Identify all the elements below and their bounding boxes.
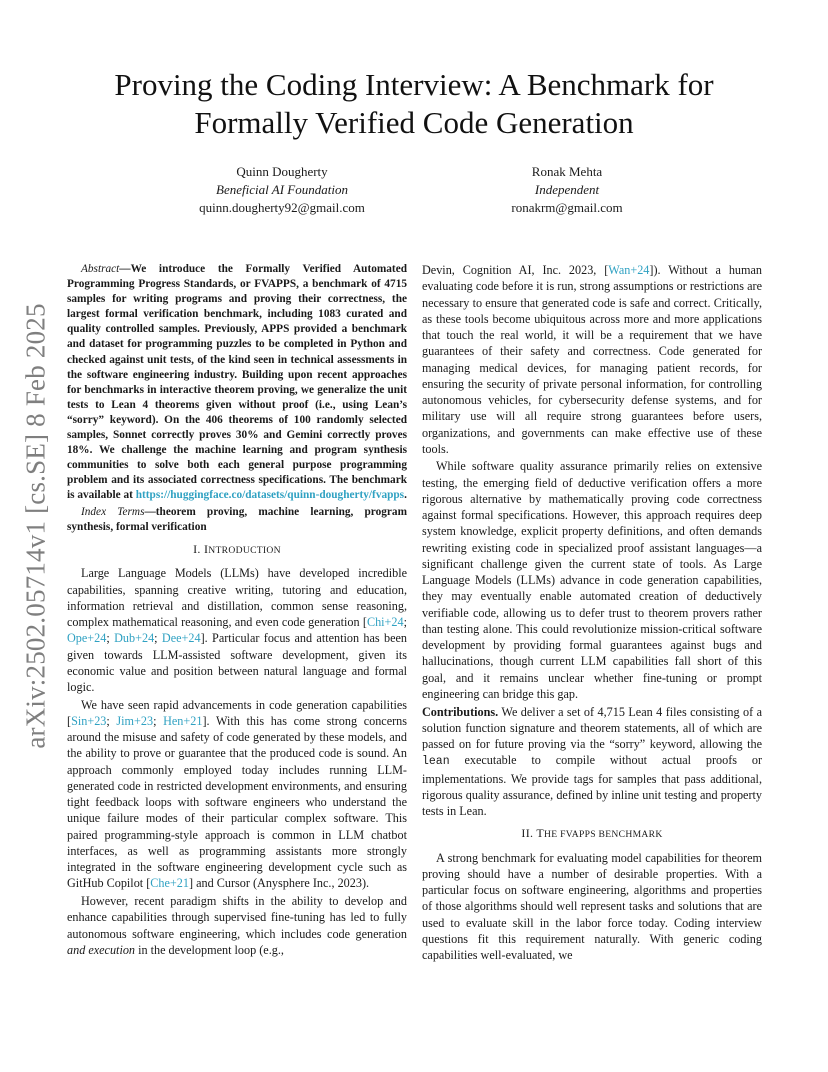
abstract-end: . <box>404 489 407 502</box>
section-title: NTRODUCTION <box>208 545 281 557</box>
author-email: quinn.dougherty92@gmail.com <box>199 200 365 215</box>
contributions-paragraph: Contributions. We deliver a set of 4,715 Lean 4 files consisting of a solution function signature and theorem statements, all of which are passed on for future proving via the “sorry” keyword, allowing the lean executable to compile without actual proofs or implementations. We provide tags for samples that pass additional, rigorous quality assurance, defined by inline unit testing and property tests in Lean. <box>422 704 762 819</box>
citation[interactable]: Jim+23 <box>116 713 154 728</box>
citation[interactable]: Ope+24 <box>67 631 107 646</box>
author-block-2 <box>437 163 697 217</box>
citation[interactable]: Chi+24 <box>366 615 404 630</box>
index-terms-text: —theorem proving, machine learning, program synthesis, formal verification <box>67 505 407 533</box>
right-column <box>422 262 762 965</box>
intro-paragraph-3: However, recent paradigm shifts in the ability to develop and enhance capabilities through supervised fine-tuning has led to fully autonomous software engineering, which includes code generation and execution in the development loop (e.g., <box>67 894 407 957</box>
index-terms-lead: Index Terms <box>81 505 145 518</box>
intro-paragraph-1: Large Language Models (LLMs) have developed incredible capabilities, spanning creative writing, tutoring and education, information retrieval and distillation, common sense reasoning, complex mathematical reasoning, and even code generation [Chi+24; Ope+24; Dub+24; Dee+24]. Particular focus and attention has been given towards LLM-assisted software development, given its economic value and position between natural language and formal logic. <box>67 566 408 695</box>
left-column <box>67 262 407 960</box>
benchmark-paragraph-1: A strong benchmark for evaluating model capabilities for theorem proving should have a number of desirable properties. With a particular focus on software engineering, algorithms and properties of those algorithms should well represent tasks and solutions that are used to evaluate skill in the labor force today. Coding interview questions fit this requirement naturally. With generic coding capabilities well-evaluated, we <box>422 850 762 963</box>
citation[interactable]: Hen+21 <box>163 713 203 728</box>
abstract-lead: Abstract <box>81 263 120 275</box>
author-name: Ronak Mehta <box>531 164 603 179</box>
abstract-text: —We introduce the Formally Verified Automated Programming Progress Standards, or FVAPPS, a benchmark of 4715 samples for writing programs and proving their correctness, the largest formal verification benchmark, including 1083 curated and quality controlled samples. Previously, APPS provided a benchmark and dataset for programming puzzles to be completed in Python and checked against unit tests, of the kind seen in technical assessments in the software engineering industry. Building upon recent approaches for benchmarks in interactive theorem proving, we generalize the unit tests to Lean 4 theorems given without proof (i.e., using Lean’s “sorry” keyword). On the 406 theorems of 100 randomly selected samples, Sonnet correctly proves 30% and Gemini correctly proves 18%. We challenge the machine learning and program synthesis communities to solve both each general purpose programming problem and its associated correctness specifications. The benchmark is available at <box>67 263 407 502</box>
arxiv-sidebar-stamp <box>18 296 54 756</box>
author-email: ronakrm@gmail.com <box>511 200 623 215</box>
index-terms <box>67 505 407 535</box>
intro-paragraph-4: While software quality assurance primarily relies on extensive testing, the emerging field of deductive verification offers a more rigorous alternative by mathematically proving code correctness against formal specifications. However, this approach requires deep system knowledge, explicit property definitions, and often demands rewriting existing code in specialized proof assistant languages—a significant challenge given the current state of tools. As Large Language Models (LLMs) advance in code generation capabilities, they may eventually enable automated creation of deductively verifiable code, allowing us to defer trust to theorem provers rather than testing alone. This could revolutionize mission-critical software development by providing formal guarantees against bugs and hallucinations, though current LLM capabilities fall short of this goal, and it remains unclear whether fine-tuning or prompt engineering can bridge this gap. <box>422 459 762 701</box>
paper-title <box>60 66 768 142</box>
author-affiliation: Beneficial AI Foundation <box>216 182 348 197</box>
section-heading-introduction <box>67 541 407 559</box>
citation[interactable]: Che+21 <box>150 876 189 891</box>
title-line-1: Proving the Coding Interview: A Benchmark for <box>114 67 714 102</box>
arxiv-id: arXiv:2502.05714v1 [cs.SE] 8 Feb 2025 <box>20 303 51 749</box>
author-name: Quinn Dougherty <box>236 164 328 179</box>
citation[interactable]: Dee+24 <box>161 631 201 646</box>
citation[interactable]: Sin+23 <box>71 713 107 728</box>
intro-paragraph-continued: Devin, Cognition AI, Inc. 2023, [Wan+24]). Without a human evaluating code before it is run, strong assumptions or restrictions are necessary to ensure that generated code is safe and correct. Critically, as these tools become ubiquitous across more and more applications that touch the real world, it will be a requirement that we have guarantees of their safety and correctness. Code generated for managing medical devices, for managing patient records, for ensuring the security of private personal information, for controlling autonomous vehicles, for cybersecurity defense systems, and for military use will all require strong guarantees before users, organizations, and governments can make effective use of these tools. <box>422 263 762 456</box>
title-line-2: Formally Verified Code Generation <box>194 105 634 140</box>
inline-code: lean <box>422 755 450 769</box>
intro-paragraph-2: We have seen rapid advancements in code generation capabilities [Sin+23; Jim+23; Hen+21]. With this has come strong concerns around the misuse and safety of code generated by these models, and the ability to prove or guarantee that the produced code is sound. An approach commonly employed today includes running LLM-generated code in restricted development environments, and ensuring tight feedback loops with software engineers who understand the unique failure modes of their particular complex software. This paired programming-style approach is common in LLM chatbot interfaces, as well as programming assistants more strongly integrated in the software engineering development cycle such as GitHub Copilot [Che+21] and Cursor (Anysphere Inc., 2023). <box>67 697 407 891</box>
dataset-link[interactable]: https://huggingface.co/datasets/quinn-dougherty/fvapps <box>135 489 405 502</box>
citation[interactable]: Dub+24 <box>114 631 155 646</box>
author-affiliation: Independent <box>534 182 600 197</box>
section-heading-benchmark: II. THE FVAPPS BENCHMARK <box>521 826 663 841</box>
section-num: I. I <box>193 542 209 557</box>
author-block-1 <box>152 163 412 217</box>
citation[interactable]: Wan+24 <box>608 263 650 277</box>
abstract <box>67 262 407 504</box>
contributions-lead: Contributions. <box>422 704 499 719</box>
